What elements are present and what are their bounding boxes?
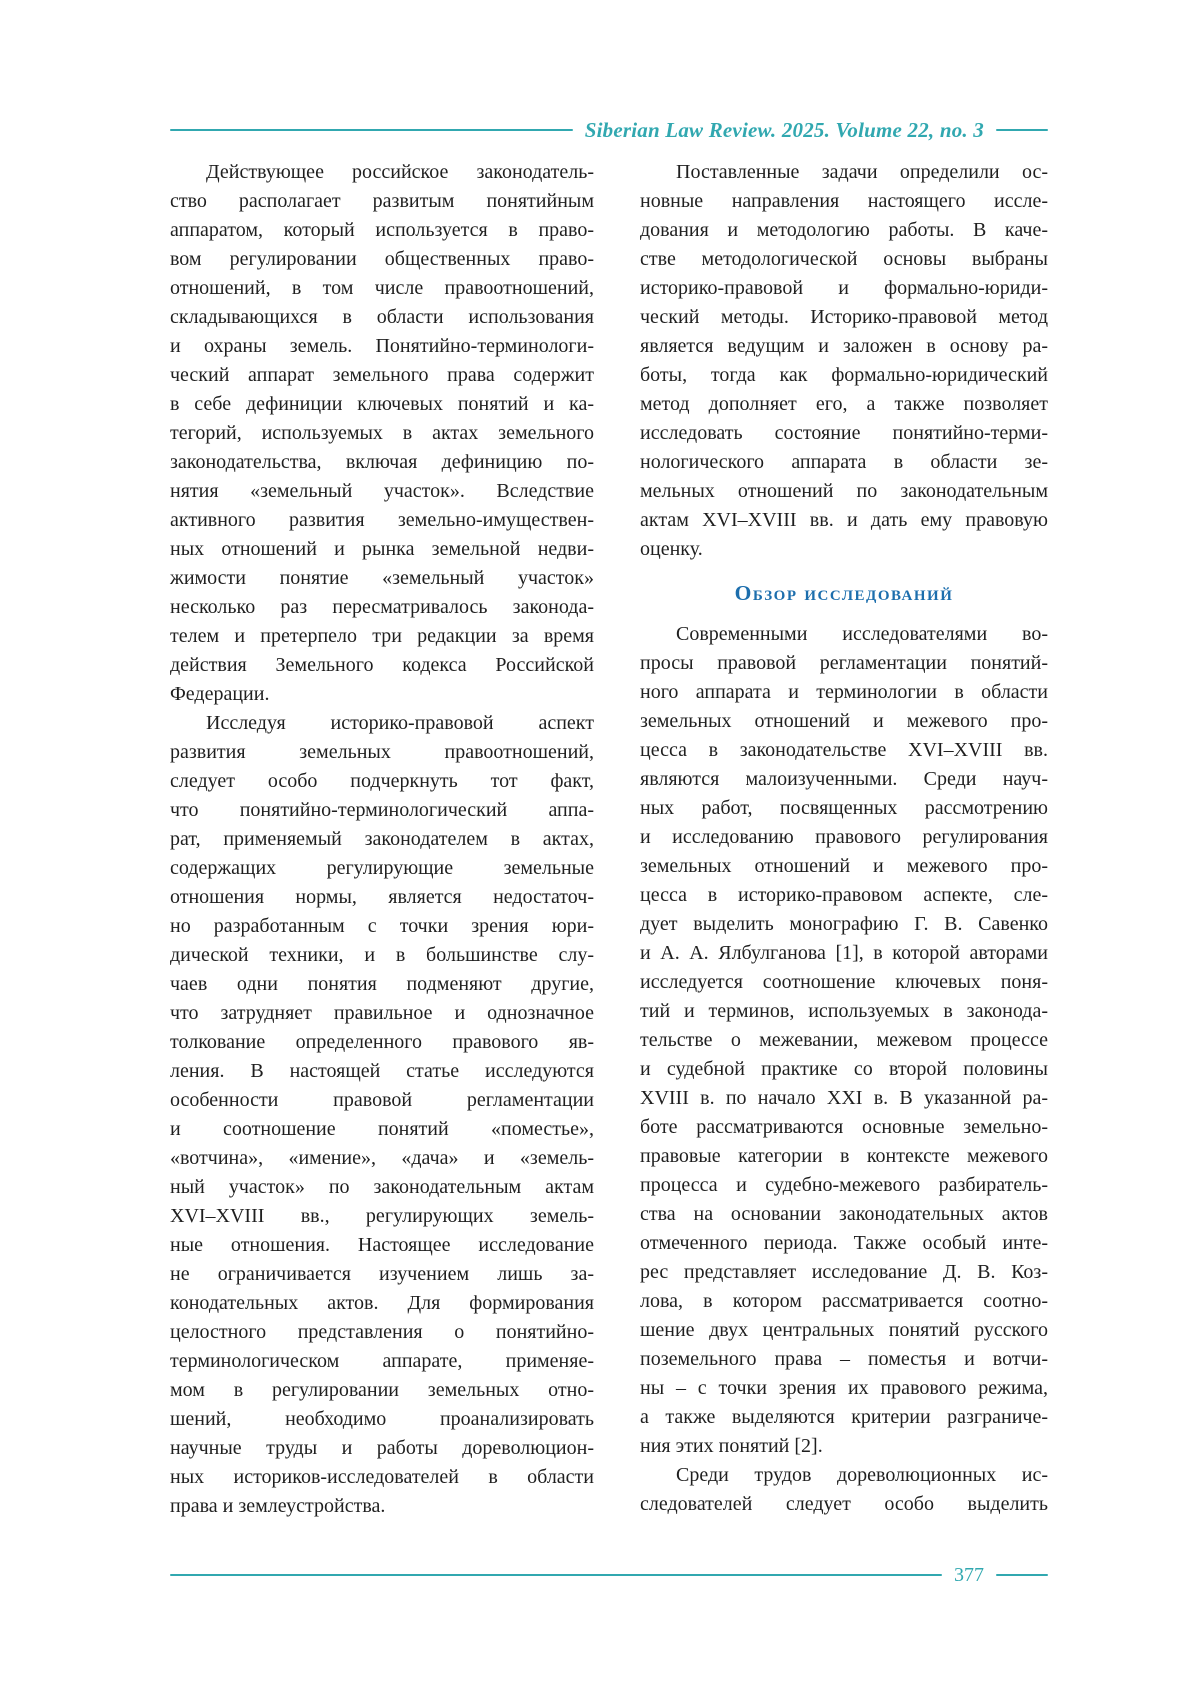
text-line: ства на основании законодательных актов xyxy=(640,1203,1048,1225)
text-line: рес представляет исследование Д. В. Коз- xyxy=(640,1261,1048,1283)
paragraph xyxy=(640,158,1048,564)
text-line: законодательства, включая дефиницию по- xyxy=(170,451,594,473)
text-line: правовые категории в контексте межевого xyxy=(640,1145,1048,1167)
text-line: ны – с точки зрения их правового режима, xyxy=(640,1377,1048,1399)
text-line: актам XVI–XVIII вв. и дать ему правовую xyxy=(640,509,1048,531)
text-line: что затрудняет правильное и однозначное xyxy=(170,1002,594,1024)
text-line: шение двух центральных понятий русского xyxy=(640,1319,1048,1341)
text-line: мельных отношений по законодательным xyxy=(640,480,1048,502)
text-line: «вотчина», «имение», «дача» и «земель- xyxy=(170,1147,594,1169)
text-line: XVI–XVIII вв., регулирующих земель- xyxy=(170,1205,594,1227)
paragraph xyxy=(640,1461,1048,1519)
text-line: в себе дефиниции ключевых понятий и ка- xyxy=(170,393,594,415)
text-line: нологического аппарата в области зе- xyxy=(640,451,1048,473)
text-line: права и землеустройства. xyxy=(170,1495,386,1517)
text-line: не ограничивается изучением лишь за- xyxy=(170,1263,594,1285)
text-line: стве методологической основы выбраны xyxy=(640,248,1048,270)
text-line: оценку. xyxy=(640,538,703,560)
text-line: аппаратом, который используется в право- xyxy=(170,219,594,241)
text-line: тельстве о межевании, межевом процессе xyxy=(640,1029,1048,1051)
text-line: поземельного права – поместья и вотчи- xyxy=(640,1348,1048,1370)
text-line: рат, применяемый законодателем в актах, xyxy=(170,828,594,850)
text-line: научные труды и работы дореволюцион- xyxy=(170,1437,594,1459)
text-line: ческий методы. Историко-правовой метод xyxy=(640,306,1048,328)
text-line: земельных отношений и межевого про- xyxy=(640,855,1048,877)
text-line: ных историков-исследователей в области xyxy=(170,1466,594,1488)
text-line: жимости понятие «земельный участок» xyxy=(170,567,594,589)
page-number: 377 xyxy=(954,1564,984,1586)
text-line: новные направления настоящего иссле- xyxy=(640,190,1048,212)
text-line: отношения нормы, является недостаточ- xyxy=(170,886,594,908)
text-line: Поставленные задачи определили ос- xyxy=(676,161,1048,183)
text-line: является ведущим и заложен в основу ра- xyxy=(640,335,1048,357)
column-right xyxy=(640,158,1048,1521)
text-line: мом в регулировании земельных отно- xyxy=(170,1379,594,1401)
text-line: являются малоизученными. Среди науч- xyxy=(640,768,1048,790)
text-line: действия Земельного кодекса Российской xyxy=(170,654,594,676)
text-line: и охраны земель. Понятийно-терминологи- xyxy=(170,335,594,357)
text-line: дует выделить монографию Г. В. Савенко xyxy=(640,913,1048,935)
text-line: исследуется соотношение ключевых поня- xyxy=(640,971,1048,993)
text-line: метод дополняет его, а также позволяет xyxy=(640,393,1048,415)
text-line: терминологическом аппарате, применяе- xyxy=(170,1350,594,1372)
text-line: и А. А. Ялбулганова [1], в которой авторами xyxy=(640,942,1048,964)
section-heading: Обзор исследований xyxy=(734,581,954,605)
text-line: историко-правовой и формально-юриди- xyxy=(640,277,1048,299)
footer-rule-left xyxy=(170,1574,942,1576)
text-line: XVIII в. по начало XXI в. В указанной ра- xyxy=(640,1087,1048,1109)
text-line: ного аппарата и терминологии в области xyxy=(640,681,1048,703)
text-line: ные отношения. Настоящее исследование xyxy=(170,1234,594,1256)
text-line: а также выделяются критерии разграниче- xyxy=(640,1406,1048,1428)
text-line: ный участок» по законодательным актам xyxy=(170,1176,594,1198)
text-line: следователей следует особо выделить xyxy=(640,1493,1048,1515)
text-line: цесса в историко-правовом аспекте, сле- xyxy=(640,884,1048,906)
text-line: шений, необходимо проанализировать xyxy=(170,1408,594,1430)
text-line: Среди трудов дореволюционных ис- xyxy=(676,1464,1048,1486)
text-line: ных работ, посвященных рассмотрению xyxy=(640,797,1048,819)
text-line: и исследованию правового регулирования xyxy=(640,826,1048,848)
text-line: ных отношений и рынка земельной недви- xyxy=(170,538,594,560)
text-line: процесса и судебно-межевого разбиратель- xyxy=(640,1174,1048,1196)
text-line: нятия «земельный участок». Вследствие xyxy=(170,480,594,502)
text-line: толкование определенного правового яв- xyxy=(170,1031,594,1053)
text-line: но разработанным с точки зрения юри- xyxy=(170,915,594,937)
text-line: Действующее российское законодатель- xyxy=(206,161,594,183)
text-line: целостного представления о понятийно- xyxy=(170,1321,594,1343)
header-rule-left xyxy=(170,129,573,131)
text-line: ство располагает развитым понятийным xyxy=(170,190,594,212)
paragraph xyxy=(170,158,594,709)
text-line: чаев одни понятия подменяют другие, xyxy=(170,973,594,995)
text-line: боты, тогда как формально-юридический xyxy=(640,364,1048,386)
header-rule-right xyxy=(996,129,1048,131)
text-line: ческий аппарат земельного права содержит xyxy=(170,364,594,386)
running-foot xyxy=(170,1564,1048,1586)
text-line: тий и терминов, используемых в законода- xyxy=(640,1000,1048,1022)
text-line: ления. В настоящей статье исследуются xyxy=(170,1060,594,1082)
text-line: ния этих понятий [2]. xyxy=(640,1435,823,1457)
paragraph xyxy=(170,709,594,1521)
text-line: боте рассматриваются основные земельно- xyxy=(640,1116,1048,1138)
text-line: дования и методологию работы. В каче- xyxy=(640,219,1048,241)
text-line: дической техники, и в большинстве слу- xyxy=(170,944,594,966)
text-line: отношений, в том числе правоотношений, xyxy=(170,277,594,299)
journal-title: Siberian Law Review. 2025. Volume 22, no. 3 xyxy=(584,118,984,142)
text-line: и соотношение понятий «поместье», xyxy=(170,1118,594,1140)
text-line: тегорий, используемых в актах земельного xyxy=(170,422,594,444)
column-left xyxy=(170,158,594,1521)
text-line: складывающихся в области использования xyxy=(170,306,594,328)
text-line: следует особо подчеркнуть тот факт, xyxy=(170,770,594,792)
footer-rule-right xyxy=(996,1574,1048,1576)
article-body xyxy=(170,158,1048,1521)
text-line: развития земельных правоотношений, xyxy=(170,741,594,763)
text-line: Федерации. xyxy=(170,683,270,705)
text-line: телем и претерпело три редакции за время xyxy=(170,625,594,647)
text-line: исследовать состояние понятийно-терми- xyxy=(640,422,1048,444)
text-line: отмеченного периода. Также особый инте- xyxy=(640,1232,1048,1254)
text-line: вом регулировании общественных право- xyxy=(170,248,594,270)
text-line: Исследуя историко-правовой аспект xyxy=(206,712,594,734)
text-line: несколько раз пересматривалось законода- xyxy=(170,596,594,618)
text-line: и судебной практике со второй половины xyxy=(640,1058,1048,1080)
paragraph xyxy=(640,620,1048,1461)
text-line: содержащих регулирующие земельные xyxy=(170,857,594,879)
text-line: что понятийно-терминологический аппа- xyxy=(170,799,594,821)
text-line: лова, в котором рассматривается соотно- xyxy=(640,1290,1048,1312)
running-head xyxy=(170,118,1048,142)
text-line: особенности правовой регламентации xyxy=(170,1089,594,1111)
text-line: конодательных актов. Для формирования xyxy=(170,1292,594,1314)
text-line: цесса в законодательстве XVI–XVIII вв. xyxy=(640,739,1048,761)
text-line: земельных отношений и межевого про- xyxy=(640,710,1048,732)
text-line: активного развития земельно-имуществен- xyxy=(170,509,594,531)
text-line: Современными исследователями во- xyxy=(676,623,1048,645)
text-line: просы правовой регламентации понятий- xyxy=(640,652,1048,674)
